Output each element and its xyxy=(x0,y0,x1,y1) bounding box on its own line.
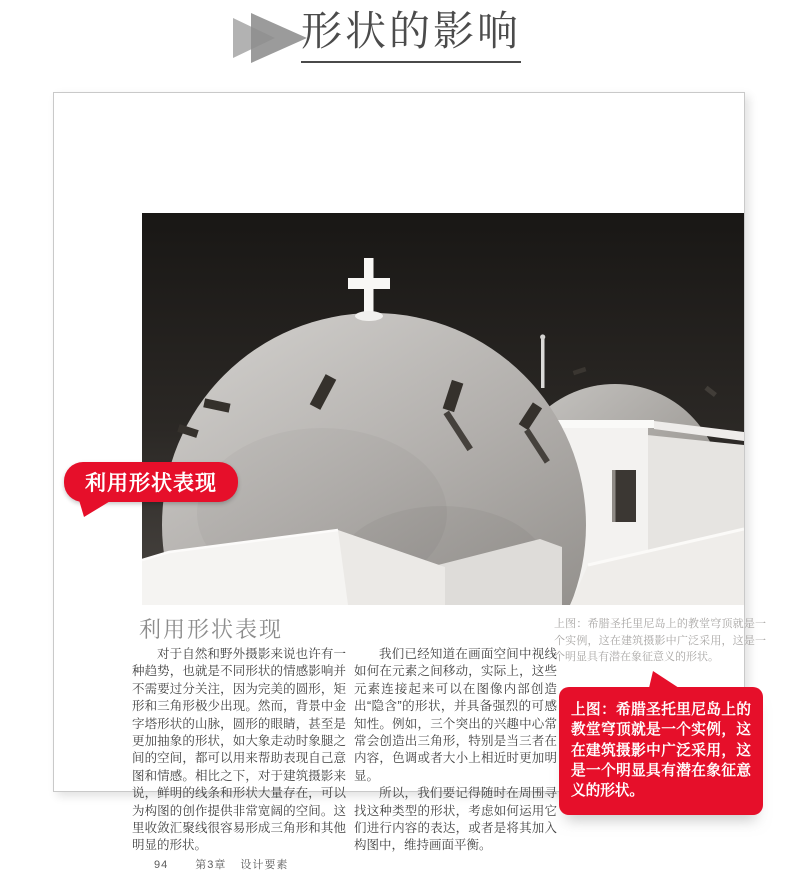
church-dome-photo xyxy=(142,213,744,605)
page-footer xyxy=(154,856,288,872)
bubble-label: 利用形状表现 xyxy=(85,472,217,495)
callout-box xyxy=(559,687,763,815)
callout-text: 上图：希腊圣托里尼岛上的教堂穹顶就是一个实例，这在建筑摄影中广泛采用，这是一个明显具有潜在象征意义的形状。 xyxy=(571,702,751,800)
photo-label-bubble xyxy=(64,462,238,502)
paragraph: 我们已经知道在画面空间中视线如何在元素之间移动，实际上，这些元素连接起来可以在图像内部创造出“隐含”的形状，并具备强烈的可感知性。例如，三个突出的兴趣中心常常会创造出三角形，特别是当三者在内容，色调或者大小上相近时更加明显。 xyxy=(354,647,557,783)
paragraph: 所以，我们要记得随时在周围寻找这种类型的形状，考虑如何运用它们进行内容的表达，或者是将其加入构图中，维持画面平衡。 xyxy=(354,786,557,853)
body-column-2 xyxy=(354,646,557,855)
chapter-label: 第3章 xyxy=(195,859,227,871)
content-card xyxy=(53,92,766,871)
photo-caption: 上图：希腊圣托里尼岛上的教堂穹顶就是一个实例，这在建筑摄影中广泛采用，这是一个明显具有潜在象征意义的形状。 xyxy=(554,618,766,663)
page-title: 形状的影响 xyxy=(301,9,521,63)
page-number: 94 xyxy=(154,859,169,871)
tower-window xyxy=(612,470,636,522)
double-triangle-icon xyxy=(233,13,309,63)
bubble-tail-down-icon xyxy=(79,500,112,517)
body-column-1 xyxy=(132,646,346,855)
paragraph: 对于自然和野外摄影来说也许有一种趋势，也就是不同形状的情感影响并不需要过分关注，因为完美的圆形，矩形和三角形极少出现。然而，背景中金字塔形状的山脉，圆形的眼睛，甚至是更加抽象的形状，如大象走动时象腿之间的空间，都可以用来帮助表现自己意图和情感。相比之下，对于建筑摄影来说，鲜明的线条和形状大量存在，可以为构图的创作提供非常宽阔的空间。这里收敛汇聚线很容易形成三角形和其他明显的形状。 xyxy=(132,647,346,853)
section-heading: 利用形状表现 xyxy=(139,617,284,642)
book-title: 设计要素 xyxy=(240,859,289,871)
callout-tail-up-icon xyxy=(649,671,679,688)
